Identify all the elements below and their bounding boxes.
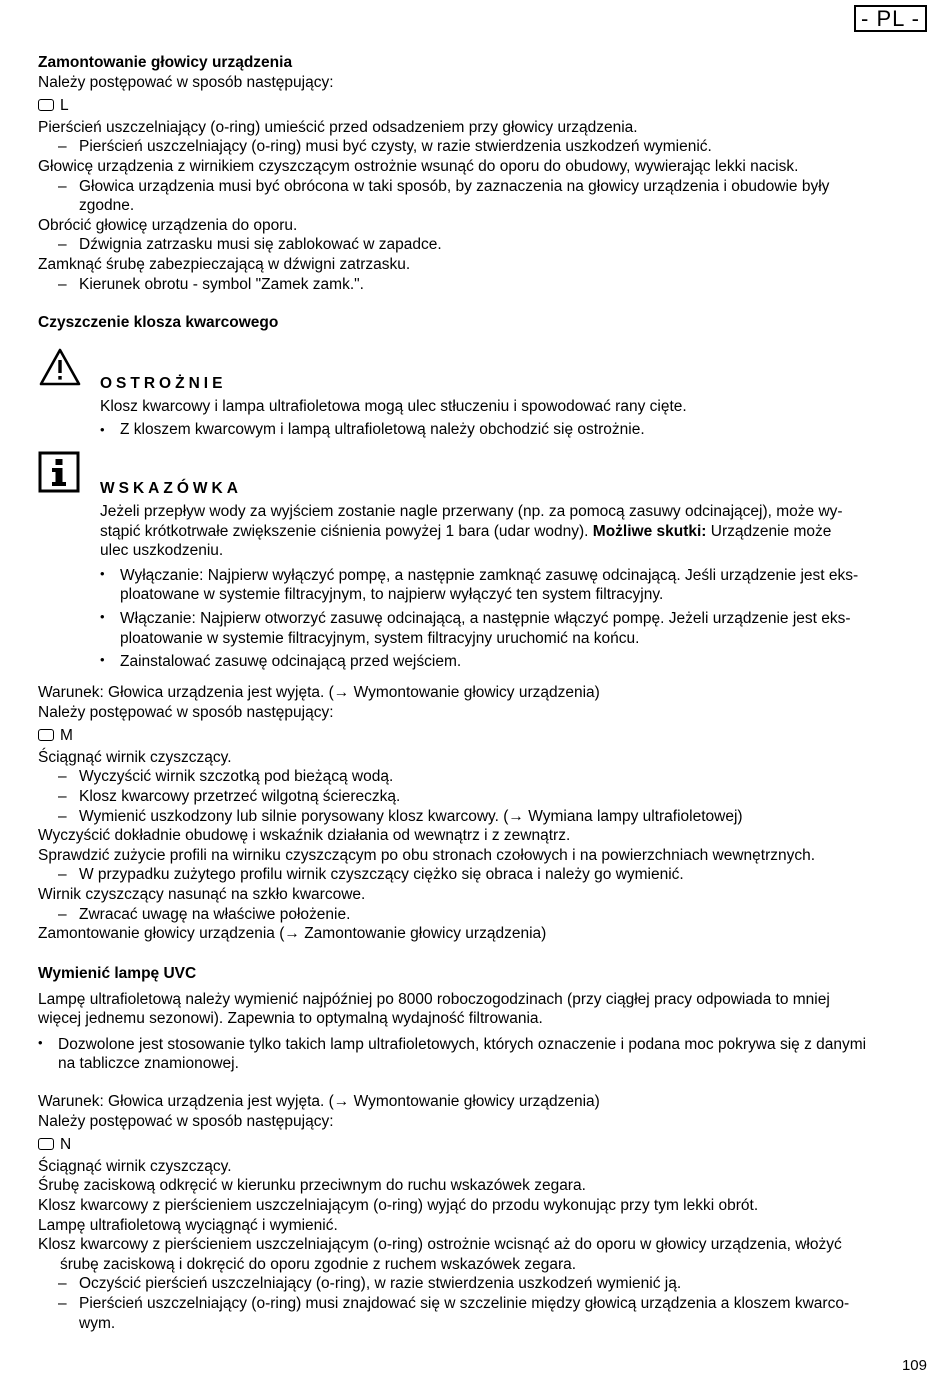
dash-marker: – (58, 807, 67, 825)
condition-text: Warunek: Głowica urządzenia jest wyjęta. (→ Wymontowanie głowicy urządzenia) (38, 684, 600, 701)
step-marker (38, 726, 928, 746)
step-line: Wirnik czyszczący nasunąć na szkło kwarcowe. (38, 885, 366, 903)
sub-step-text: W przypadku zużytego profilu wirnik czyszczący ciężko się obraca i należy go wymienić. (79, 866, 684, 884)
step-line: Ściągnąć wirnik czyszczący. (38, 748, 232, 766)
section-mount-head (38, 53, 928, 294)
notice-text-line (100, 522, 928, 542)
section-uvc-steps (38, 1092, 928, 1333)
notice-text: Urządzenie może (706, 522, 832, 540)
uvc-paragraph (38, 990, 928, 1029)
sub-step-line (38, 1294, 928, 1314)
dash-marker: – (58, 236, 67, 254)
notice-content (100, 479, 928, 672)
sub-step-text: Głowica urządzenia musi być obrócona w taki sposób, by zaznaczenia na głowicy urządzenia i obudowie były (79, 177, 830, 195)
notice-paragraph (100, 502, 928, 561)
step-box-icon (38, 99, 54, 111)
sub-step-text: Zwracać uwagę na właściwe położenie. (79, 905, 351, 923)
page-number: 109 (901, 1357, 927, 1374)
step-line: Klosz kwarcowy z pierścieniem uszczelniającym (o-ring) wyjąć do przodu wykonując przy tym lekki obrót. (38, 1196, 759, 1214)
step-line: Klosz kwarcowy z pierścieniem uszczelniającym (o-ring) ostrożnie wcisnąć aż do oporu w głowicy urządzenia, włożyć (38, 1236, 842, 1254)
step-label: L (60, 97, 69, 115)
step-line: Głowicę urządzenia z wirnikiem czyszczącym ostrożnie wsunąć do oporu do obudowy, wywierając lekki nacisk. (38, 157, 799, 175)
section-title: Czyszczenie klosza kwarcowego (38, 314, 279, 331)
paragraph-line: Lampę ultrafioletową należy wymienić najpóźniej po 8000 roboczogodzinach (przy ciągłej pracy odpowiada to mniej (38, 990, 830, 1008)
step-box-icon (38, 1138, 54, 1150)
step-box-icon (38, 729, 54, 741)
condition-text: Warunek: Głowica urządzenia jest wyjęta. (→ Wymontowanie głowicy urządzenia) (38, 1093, 600, 1110)
dash-marker: – (58, 177, 67, 195)
dash-marker: – (58, 275, 67, 293)
caution-heading: OSTROŻNIE (100, 375, 227, 392)
section-clean-quartz (38, 313, 928, 333)
bullet-line: na tabliczce znamionowej. (58, 1055, 239, 1073)
step-line: Wyczyścić dokładnie obudowę i wskaźnik działania od wewnątrz i z zewnątrz. (38, 827, 571, 845)
sub-step-continuation: zgodne. (79, 197, 135, 215)
dash-marker: – (58, 866, 67, 884)
sub-step-line (38, 905, 928, 925)
notice-bullet (100, 566, 928, 605)
step-line: Pierścień uszczelniający (o-ring) umieścić przed odsadzeniem przy głowicy urządzenia. (38, 118, 638, 136)
caution-text: Klosz kwarcowy i lampa ultrafioletowa mogą ulec stłuczeniu i spowodować rany cięte. (100, 398, 687, 415)
step-line: Śrubę zaciskową odkręcić w kierunku przeciwnym do ruchu wskazówek zegara. (38, 1177, 586, 1195)
bullet-line: ploatowane w systemie filtracyjnym, to najpierw wyłączyć ten system filtracyjny. (120, 586, 664, 604)
sub-step-line (38, 787, 928, 807)
caution-content (100, 374, 928, 439)
sub-step-line (38, 137, 928, 157)
sub-step-text: Klosz kwarcowy przetrzeć wilgotną ściereczką. (79, 787, 401, 805)
step-label: M (60, 727, 73, 745)
notice-bullet (100, 609, 928, 648)
sub-step-text: Oczyścić pierścień uszczelniający (o-ring), w razie stwierdzenia uszkodzeń wymienić ją. (79, 1275, 682, 1293)
sub-step-text: Pierścień uszczelniający (o-ring) musi znajdować się w szczelinie między głowicą urządzenia a kloszem kwarco- (79, 1294, 850, 1312)
step-line: Ściągnąć wirnik czyszczący. (38, 1157, 232, 1175)
step-marker (38, 1135, 928, 1155)
bullet-line: • Zainstalować zasuwę odcinającą przed wejściem. (120, 653, 462, 671)
sub-step-line (38, 767, 928, 787)
sub-step-text: Wyczyścić wirnik szczotką pod bieżącą wodą. (79, 768, 394, 786)
step-marker (38, 96, 928, 116)
info-icon (38, 451, 80, 493)
dash-marker: – (58, 1294, 67, 1312)
uvc-bullet (38, 1035, 928, 1074)
notice-text-line: ulec uszkodzeniu. (100, 542, 224, 560)
section-title: Wymienić lampę UVC (38, 965, 197, 982)
sub-step-line (38, 1274, 928, 1294)
step-line: Sprawdzić zużycie profili na wirniku czyszczącym po obu stronach czołowych i na powierzchniach wewnętrznych. (38, 846, 816, 864)
sub-step-line (38, 177, 928, 197)
notice-bullet (100, 652, 928, 672)
dash-marker: – (58, 138, 67, 156)
language-tab: - PL - (854, 5, 927, 32)
step-label: N (60, 1136, 72, 1154)
step-line: Zamknąć śrubę zabezpieczającą w dźwigni zatrzasku. (38, 255, 411, 273)
bullet-line: • Wyłączanie: Najpierw wyłączyć pompę, a następnie zamknąć zasuwę odcinającą. Jeśli urządzenie jest eks- (120, 566, 859, 584)
intro-text: Należy postępować w sposób następujący: (38, 73, 334, 91)
sub-step-text: Kierunek obrotu - symbol "Zamek zamk.". (79, 275, 364, 293)
sub-step-continuation: wym. (79, 1314, 116, 1332)
caution-bullet: • Z kloszem kwarcowym i lampą ultrafioletową należy obchodzić się ostrożnie. (100, 420, 928, 440)
step-line: Obrócić głowicę urządzenia do oporu. (38, 216, 298, 234)
warning-triangle-icon (38, 347, 82, 387)
sub-step-text: Dźwignia zatrzasku musi się zablokować w zapadce. (79, 236, 442, 254)
sub-step-line (38, 235, 928, 255)
step-continuation: śrubę zaciskową i dokręcić do oporu zgodnie z ruchem wskazówek zegara. (60, 1255, 577, 1273)
sub-step-text: Pierścień uszczelniający (o-ring) musi być czysty, w razie stwierdzenia uszkodzeń wymienić. (79, 138, 712, 156)
step-line: Lampę ultrafioletową wyciągnąć i wymienić. (38, 1216, 338, 1234)
bullet-line: ploatowanie w systemie filtracyjnym, system filtracyjny uruchomić na końcu. (120, 629, 640, 647)
step-line: Zamontowanie głowicy urządzenia (→ Zamontowanie głowicy urządzenia) (38, 925, 547, 943)
dash-marker: – (58, 905, 67, 923)
notice-text-line: Jeżeli przepływ wody za wyjściem zostanie nagle przerwany (np. za pomocą zasuwy odcinającej), może wy- (100, 503, 843, 520)
notice-bold-text: Możliwe skutki: (592, 522, 707, 540)
sub-step-line (38, 807, 928, 827)
paragraph-line: więcej jednemu sezonowi). Zapewnia to optymalną wydajność filtrowania. (38, 1010, 543, 1028)
bullet-line: • Włączanie: Najpierw otworzyć zasuwę odcinającą, a następnie włączyć pompę. Jeżeli urządzenie jest eks- (120, 609, 851, 627)
dash-marker: – (58, 787, 67, 805)
sub-step-line (38, 275, 928, 295)
sub-step-text: Wymienić uszkodzony lub silnie porysowany klosz kwarcowy. (→ Wymiana lampy ultrafioletowej) (79, 807, 743, 825)
dash-marker: – (58, 1275, 67, 1293)
bullet-line: • Dozwolone jest stosowanie tylko takich lamp ultrafioletowych, których oznaczenie i podana moc pokrywa się z danymi (58, 1035, 867, 1053)
sub-step-line (38, 865, 928, 885)
notice-text: stąpić krótkotrwałe zwiększenie ciśnienia powyżej 1 bara (udar wodny). (100, 522, 593, 540)
notice-heading: WSKAZÓWKA (100, 480, 242, 497)
dash-marker: – (58, 768, 67, 786)
section-clean-steps (38, 683, 928, 944)
intro-text: Należy postępować w sposób następujący: (38, 703, 334, 721)
section-title: Zamontowanie głowicy urządzenia (38, 54, 293, 71)
section-replace-uvc (38, 964, 928, 1074)
intro-text: Należy postępować w sposób następujący: (38, 1112, 334, 1130)
